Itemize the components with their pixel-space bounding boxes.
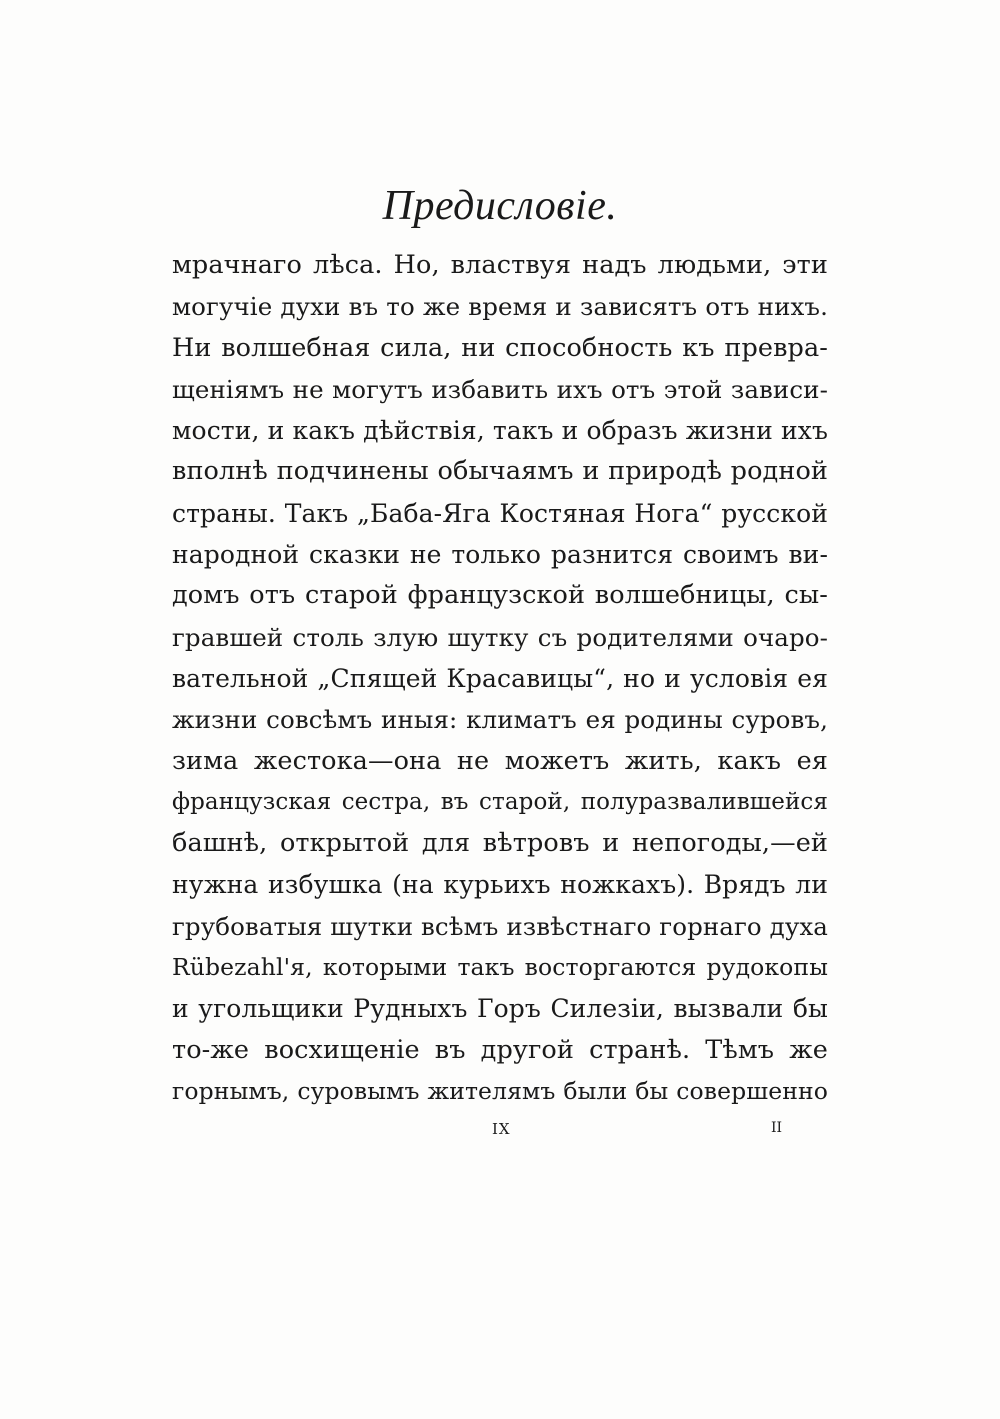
- text-line: вполнѣ подчинены обычаямъ и природѣ родной: [172, 456, 828, 487]
- text-line: Ни волшебная сила, ни способность къ превра-: [172, 332, 828, 363]
- text-line: щеніямъ не могутъ избавить ихъ отъ этой зависи-: [172, 374, 828, 404]
- text-line: башнѣ, открытой для вѣтровъ и непогоды,—ей: [172, 828, 828, 859]
- text-line: страны. Такъ „Баба-Яга Костяная Нога“ русской: [172, 498, 828, 528]
- body-text: [172, 245, 828, 1112]
- text-line: мости, и какъ дѣйствія, такъ и образъ жизни ихъ: [172, 416, 828, 446]
- text-line: могучіе духи въ то же время и зависятъ отъ нихъ.: [172, 292, 828, 322]
- text-line: народной сказки не только разнится своимъ ви-: [172, 540, 828, 570]
- text-line: нужна избушка (на курьихъ ножкахъ). Врядъ ли: [172, 870, 828, 900]
- signature-mark: II: [771, 1120, 783, 1136]
- text-line: зима жестока—она не можетъ жить, какъ ея: [172, 745, 828, 776]
- text-line: горнымъ, суровымъ жителямъ были бы совершенно: [172, 1076, 828, 1105]
- text-line: вательной „Спящей Красавицы“, но и условія ея: [172, 663, 828, 693]
- page-number: IX: [492, 1120, 511, 1138]
- text-line: домъ отъ старой французской волшебницы, сы-: [172, 580, 828, 611]
- text-line: французская сестра, въ старой, полуразвалившейся: [172, 788, 828, 815]
- text-line: и угольщики Рудныхъ Горъ Силезіи, вызвали бы: [172, 994, 828, 1024]
- text-line: гравшей столь злую шутку съ родителями очаро-: [172, 622, 828, 652]
- page-heading: Предисловіе.: [382, 183, 618, 229]
- text-line: грубоватыя шутки всѣмъ извѣстнаго горнаго духа: [172, 911, 828, 941]
- text-line: Rübezahl'я, которыми такъ восторгаются рудокопы: [172, 953, 828, 982]
- text-line: жизни совсѣмъ иныя: климатъ ея родины суровъ,: [172, 705, 828, 735]
- text-line: то-же восхищеніе въ другой странѣ. Тѣмъ же: [172, 1034, 828, 1065]
- text-line: мрачнаго лѣса. Но, властвуя надъ людьми, эти: [172, 250, 828, 280]
